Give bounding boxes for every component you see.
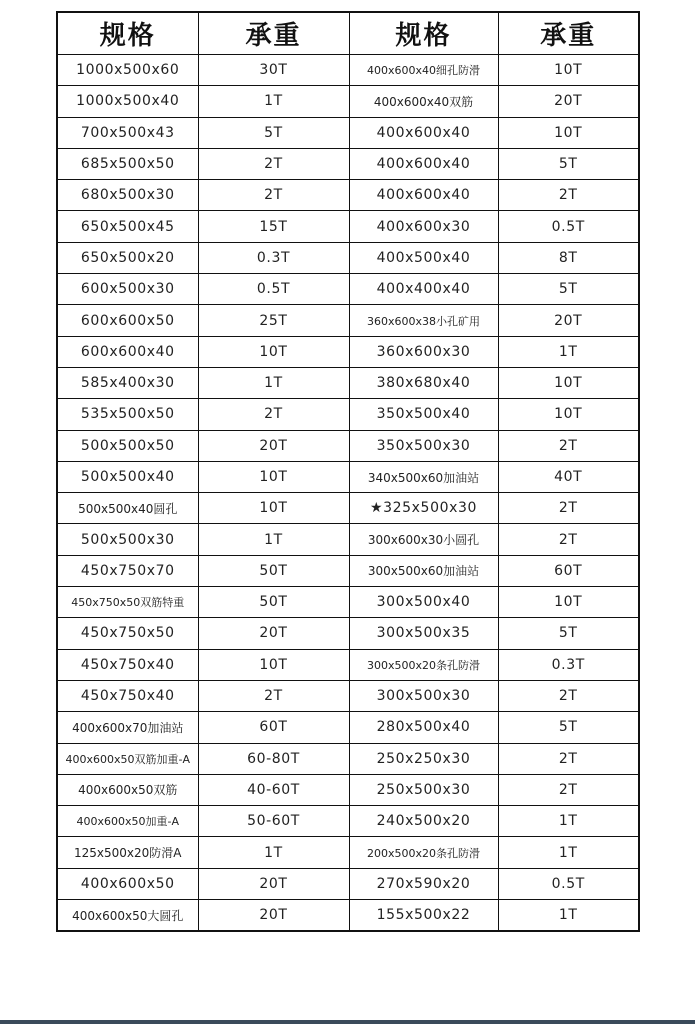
load-left-cell: 40-60T	[198, 774, 349, 805]
spec-left-cell: 600x600x50	[57, 305, 198, 336]
spec-right-cell: 200x500x20条孔防滑	[349, 837, 498, 868]
spec-left-cell: 500x500x50	[57, 430, 198, 461]
load-right-cell: 60T	[498, 555, 639, 586]
load-right-cell: 20T	[498, 86, 639, 117]
table-row	[57, 367, 639, 398]
spec-left-cell: 400x600x50双筋加重-A	[57, 743, 198, 774]
header-load-left: 承重	[198, 12, 349, 55]
spec-left-cell: 450x750x40	[57, 680, 198, 711]
spec-right-cell: 270x590x20	[349, 868, 498, 899]
spec-right-cell: 300x500x40	[349, 587, 498, 618]
load-left-cell: 2T	[198, 680, 349, 711]
spec-right-cell: 240x500x20	[349, 806, 498, 837]
spec-right-cell: 155x500x22	[349, 900, 498, 932]
spec-left-cell: 1000x500x60	[57, 55, 198, 86]
spec-right-cell: 280x500x40	[349, 712, 498, 743]
table-row	[57, 399, 639, 430]
load-left-cell: 30T	[198, 55, 349, 86]
spec-right-cell: ★325x500x30	[349, 493, 498, 524]
load-right-cell: 1T	[498, 336, 639, 367]
table-row	[57, 242, 639, 273]
load-left-cell: 10T	[198, 461, 349, 492]
spec-right-cell: 350x500x40	[349, 399, 498, 430]
spec-right-cell: 340x500x60加油站	[349, 461, 498, 492]
spec-right-cell: 400x600x30	[349, 211, 498, 242]
spec-right-cell: 400x600x40	[349, 180, 498, 211]
table-row	[57, 712, 639, 743]
load-right-cell: 2T	[498, 524, 639, 555]
load-left-cell: 15T	[198, 211, 349, 242]
table-row	[57, 649, 639, 680]
header-load-right: 承重	[498, 12, 639, 55]
spec-left-cell: 650x500x45	[57, 211, 198, 242]
table-row	[57, 555, 639, 586]
spec-right-cell: 380x680x40	[349, 367, 498, 398]
load-left-cell: 50T	[198, 555, 349, 586]
table-row	[57, 117, 639, 148]
table-row	[57, 211, 639, 242]
spec-right-cell: 360x600x30	[349, 336, 498, 367]
spec-left-cell: 650x500x20	[57, 242, 198, 273]
spec-left-cell: 400x600x50大圆孔	[57, 900, 198, 932]
spec-left-cell: 125x500x20防滑A	[57, 837, 198, 868]
header-row	[57, 12, 639, 55]
table-row	[57, 618, 639, 649]
load-right-cell: 5T	[498, 274, 639, 305]
table-row	[57, 305, 639, 336]
load-right-cell: 2T	[498, 774, 639, 805]
table-row	[57, 900, 639, 932]
load-right-cell: 2T	[498, 680, 639, 711]
load-left-cell: 1T	[198, 86, 349, 117]
spec-right-cell: 300x600x30小圆孔	[349, 524, 498, 555]
load-left-cell: 10T	[198, 649, 349, 680]
spec-left-cell: 500x500x40圆孔	[57, 493, 198, 524]
load-left-cell: 10T	[198, 336, 349, 367]
spec-left-cell: 700x500x43	[57, 117, 198, 148]
load-left-cell: 1T	[198, 837, 349, 868]
table-row	[57, 430, 639, 461]
load-right-cell: 10T	[498, 587, 639, 618]
bottom-edge-bar	[0, 1020, 695, 1024]
table-row	[57, 55, 639, 86]
load-right-cell: 20T	[498, 305, 639, 336]
load-left-cell: 10T	[198, 493, 349, 524]
load-right-cell: 8T	[498, 242, 639, 273]
load-right-cell: 5T	[498, 712, 639, 743]
spec-left-cell: 1000x500x40	[57, 86, 198, 117]
table-row	[57, 524, 639, 555]
load-right-cell: 5T	[498, 148, 639, 179]
table-row	[57, 587, 639, 618]
load-left-cell: 25T	[198, 305, 349, 336]
spec-left-cell: 680x500x30	[57, 180, 198, 211]
load-right-cell: 10T	[498, 399, 639, 430]
load-left-cell: 0.3T	[198, 242, 349, 273]
spec-right-cell: 400x500x40	[349, 242, 498, 273]
load-left-cell: 60T	[198, 712, 349, 743]
spec-left-cell: 500x500x40	[57, 461, 198, 492]
load-left-cell: 2T	[198, 148, 349, 179]
spec-left-cell: 450x750x50	[57, 618, 198, 649]
spec-right-cell: 250x500x30	[349, 774, 498, 805]
load-right-cell: 2T	[498, 493, 639, 524]
spec-right-cell: 300x500x30	[349, 680, 498, 711]
spec-right-cell: 400x600x40双筋	[349, 86, 498, 117]
load-right-cell: 0.5T	[498, 211, 639, 242]
spec-left-cell: 500x500x30	[57, 524, 198, 555]
table-row	[57, 180, 639, 211]
load-left-cell: 60-80T	[198, 743, 349, 774]
load-left-cell: 20T	[198, 900, 349, 932]
table-row	[57, 461, 639, 492]
table-row	[57, 680, 639, 711]
spec-left-cell: 400x600x50加重-A	[57, 806, 198, 837]
load-right-cell: 1T	[498, 900, 639, 932]
load-left-cell: 2T	[198, 180, 349, 211]
spec-right-cell: 400x600x40细孔防滑	[349, 55, 498, 86]
spec-load-table	[56, 11, 640, 932]
table-row	[57, 806, 639, 837]
spec-left-cell: 600x500x30	[57, 274, 198, 305]
load-right-cell: 10T	[498, 367, 639, 398]
table-body	[57, 55, 639, 932]
load-right-cell: 40T	[498, 461, 639, 492]
spec-left-cell: 685x500x50	[57, 148, 198, 179]
table-row	[57, 774, 639, 805]
spec-right-cell: 300x500x35	[349, 618, 498, 649]
spec-right-cell: 300x500x60加油站	[349, 555, 498, 586]
spec-left-cell: 535x500x50	[57, 399, 198, 430]
table-row	[57, 148, 639, 179]
table-row	[57, 336, 639, 367]
load-right-cell: 2T	[498, 743, 639, 774]
spec-left-cell: 450x750x70	[57, 555, 198, 586]
load-right-cell: 0.5T	[498, 868, 639, 899]
spec-left-cell: 400x600x50双筋	[57, 774, 198, 805]
table-row	[57, 493, 639, 524]
table-row	[57, 837, 639, 868]
load-left-cell: 20T	[198, 868, 349, 899]
load-left-cell: 50-60T	[198, 806, 349, 837]
spec-left-cell: 450x750x40	[57, 649, 198, 680]
load-right-cell: 2T	[498, 430, 639, 461]
spec-right-cell: 300x500x20条孔防滑	[349, 649, 498, 680]
load-left-cell: 1T	[198, 524, 349, 555]
table-row	[57, 86, 639, 117]
spec-right-cell: 350x500x30	[349, 430, 498, 461]
spec-right-cell: 250x250x30	[349, 743, 498, 774]
load-right-cell: 10T	[498, 117, 639, 148]
load-right-cell: 10T	[498, 55, 639, 86]
spec-right-cell: 400x400x40	[349, 274, 498, 305]
spec-right-cell: 360x600x38小孔矿用	[349, 305, 498, 336]
table-header	[57, 12, 639, 55]
load-left-cell: 20T	[198, 430, 349, 461]
spec-left-cell: 600x600x40	[57, 336, 198, 367]
load-left-cell: 5T	[198, 117, 349, 148]
load-right-cell: 2T	[498, 180, 639, 211]
table-row	[57, 743, 639, 774]
table-row	[57, 868, 639, 899]
table-row	[57, 274, 639, 305]
load-left-cell: 2T	[198, 399, 349, 430]
load-right-cell: 5T	[498, 618, 639, 649]
load-left-cell: 1T	[198, 367, 349, 398]
spec-left-cell: 400x600x50	[57, 868, 198, 899]
spec-left-cell: 400x600x70加油站	[57, 712, 198, 743]
load-right-cell: 1T	[498, 837, 639, 868]
spec-right-cell: 400x600x40	[349, 148, 498, 179]
spec-left-cell: 450x750x50双筋特重	[57, 587, 198, 618]
load-left-cell: 0.5T	[198, 274, 349, 305]
load-right-cell: 1T	[498, 806, 639, 837]
load-left-cell: 20T	[198, 618, 349, 649]
load-right-cell: 0.3T	[498, 649, 639, 680]
header-spec-left: 规格	[57, 12, 198, 55]
header-spec-right: 规格	[349, 12, 498, 55]
load-left-cell: 50T	[198, 587, 349, 618]
spec-left-cell: 585x400x30	[57, 367, 198, 398]
spec-right-cell: 400x600x40	[349, 117, 498, 148]
